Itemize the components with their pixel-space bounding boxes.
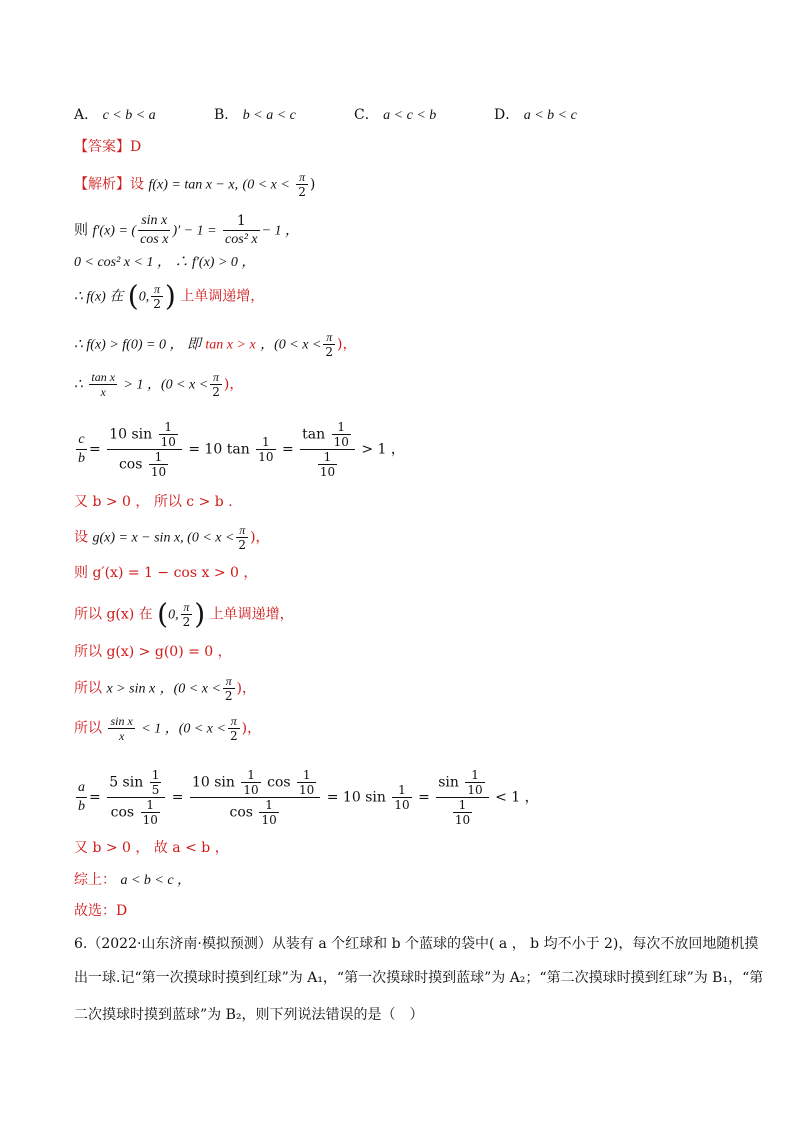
question-6-line-1: 6.（2022·山东济南·模拟预测）从装有 a 个红球和 b 个蓝球的袋中( a ， b 均不小于 2)，每次不放回地随机摸 xyxy=(74,936,759,952)
analysis-line-1: 【解析】设 f(x) = tan x − x, (0 < x < $\frac{\pi}{2}$ ) xyxy=(74,170,316,199)
option-c: C． a < c < b xyxy=(354,107,437,123)
analysis-line-9: 设 g(x) = x − sin x, (0 < x < $\frac{\pi}{2}$ )， xyxy=(74,523,270,552)
analysis-line-8: 又 b > 0 ， 所以 c > b . xyxy=(74,494,233,510)
analysis-line-6: ∴ $\frac{\text{tan x}}{x}$ > 1 ，(0 < x < $\frac{\pi}{2}$ )， xyxy=(74,370,244,399)
question-6-line-3: 二次摸球时摸到蓝球”为 B₂，则下列说法错误的是（ ） xyxy=(74,1007,424,1023)
analysis-line-15: $\frac{a}{b}$ = 5 sin $\frac{1}{5}$ cos $\frac{1}{10}$ = 10 sin $\frac{1}{10}$ cos $\frac{1}{10}$ cos $\frac{1}{10}$ = 10 sin $\frac{1}{10}$ = sin $\frac{1}{10}$ $\frac{1}{10}$ < 1 ， xyxy=(78,768,539,827)
analysis-line-2: 则 f′(x) = ( $\frac{\text{sin x}}{\text{cos x}}$ )′ − 1 = $\frac{1}{\text{cos² x}}$ − 1 ， xyxy=(74,213,300,247)
analysis-line-13: 所以 x > sin x ，(0 < x < $\frac{\pi}{2}$ )， xyxy=(74,674,257,703)
analysis-line-10: 则 g′(x) = 1 − cos x > 0 ， xyxy=(74,565,258,581)
analysis-line-5: ∴ f(x) > f(0) = 0 ， 即 tan x > x ，(0 < x < $\frac{\pi}{2}$ )， xyxy=(74,330,357,359)
option-b: B． b < a < c xyxy=(214,107,296,123)
analysis-line-18: 故选：D xyxy=(74,903,128,919)
question-6-line-2: 出一球.记“第一次摸球时摸到红球”为 A₁，“第一次摸球时摸到蓝球”为 A₂；“第二次摸球时摸到红球”为 B₁，“第 xyxy=(74,970,764,986)
analysis-line-11: 所以 g(x) 在 (0, $\frac{\pi}{2}$ ) 上单调递增， xyxy=(74,597,294,631)
option-a: A． c < b < a xyxy=(74,107,156,123)
answer-line: 【答案】D xyxy=(74,139,142,155)
analysis-line-14: 所以 $\frac{\text{sin x}}{x}$ < 1 ，(0 < x < $\frac{\pi}{2}$ )， xyxy=(74,714,262,743)
analysis-line-12: 所以 g(x) > g(0) = 0 ， xyxy=(74,644,232,660)
option-d: D． a < b < c xyxy=(494,107,577,123)
analysis-line-3: 0 < cos² x < 1 ， ∴ f′(x) > 0 ， xyxy=(74,255,256,270)
analysis-line-16: 又 b > 0 ， 故 a < b ， xyxy=(74,840,229,856)
analysis-line-4: ∴ f(x) 在 (0, $\frac{\pi}{2}$ ) 上单调递增， xyxy=(74,279,265,313)
analysis-line-7: $\frac{c}{b}$ = 10 sin $\frac{1}{10}$ cos $\frac{1}{10}$ = 10 tan $\frac{1}{10}$ = tan $\frac{1}{10}$ $\frac{1}{10}$ > 1 ， xyxy=(78,420,405,479)
analysis-line-17: 综上： a < b < c ， xyxy=(74,872,192,888)
